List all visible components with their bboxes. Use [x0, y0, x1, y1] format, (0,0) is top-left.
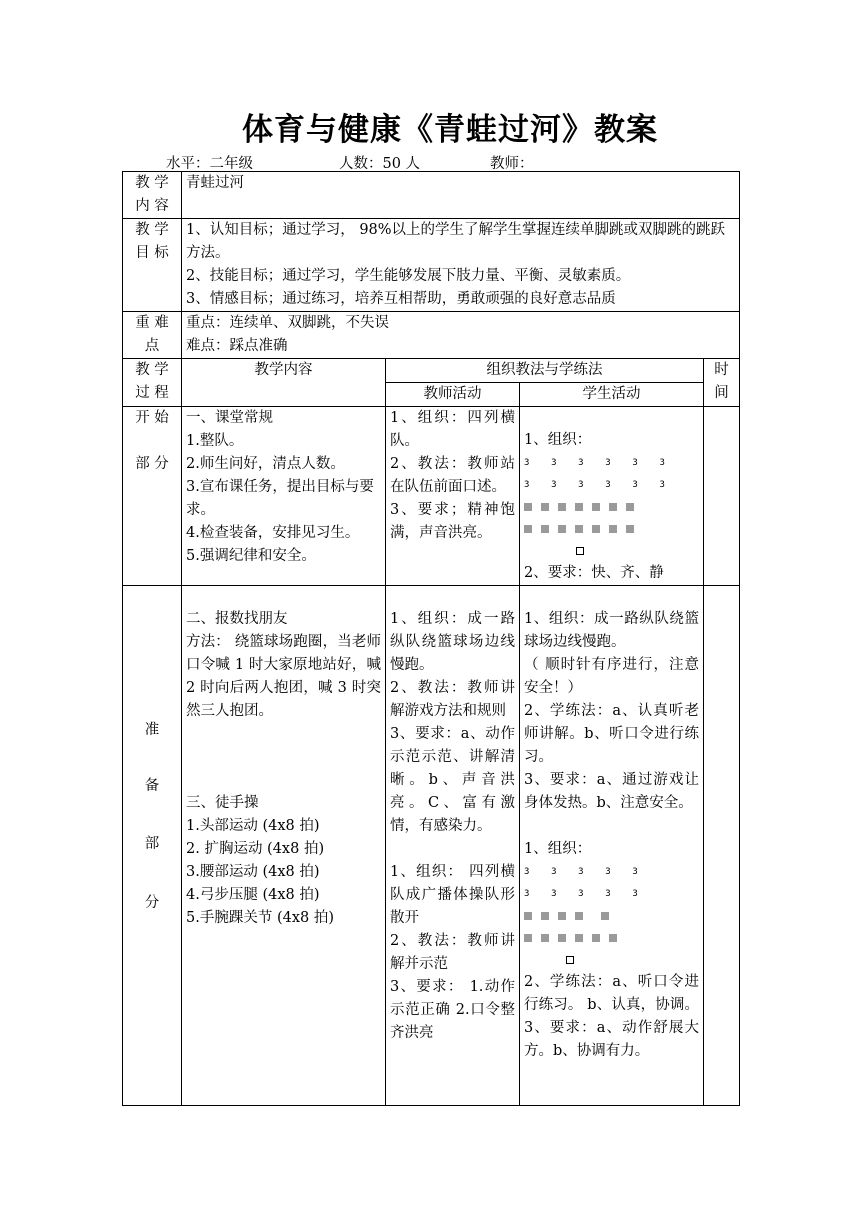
- goals-value: [182, 219, 740, 312]
- difficult-point: 难点：踩点准确: [186, 338, 288, 354]
- student-formation-row: [524, 496, 699, 518]
- document-title: 体育与健康《青蛙过河》教案: [242, 112, 658, 148]
- student-count: 人数：50 人: [339, 156, 421, 172]
- time-header: 时 间: [704, 359, 740, 407]
- key-points-value: [182, 312, 740, 359]
- content-row: [123, 172, 740, 219]
- student-org-label: 1、组织：: [524, 432, 592, 448]
- prep-student-activity: 1、组织：成一路纵队绕篮球场边线慢跑。 （ 顺时针有序进行，注意安全！） 2、学练法：a、认真听老师讲解。b、听口令进行练习。 3、要求：a、通过游戏让身体发热。b、注意安全。 1、组织： 3 3 3 3 3 3 3 3 3 3 2、学练法：a、听口令进行练习。 b、认真，协调。 3、要求：a、动作舒展大方。b、协调有力。: [520, 586, 704, 1106]
- student-formation-row: [524, 927, 699, 949]
- goal-skill: 2、技能目标；通过学习，学生能够发展下肢力量、平衡、灵敏素质。: [186, 268, 631, 284]
- goals-row: [123, 219, 740, 312]
- start-time: [704, 407, 740, 586]
- key-points-label: 重 难 点: [123, 312, 182, 359]
- header-row-1: [123, 359, 740, 383]
- student-formation-row: [524, 518, 699, 540]
- prep-section-label: 准 备 部 分: [123, 586, 182, 1106]
- lesson-plan-table: [122, 171, 740, 1106]
- student-activity-header: 学生活动: [520, 383, 704, 407]
- start-teacher-activity: 1、组织：四列横队。 2、教法：教师站在队伍前面口述。 3、要求；精神饱满，声音洪亮。: [386, 407, 520, 586]
- key-points-row: [123, 312, 740, 359]
- prep-time: [704, 586, 740, 1106]
- formation-row: 3 3 3 3 3 3: [524, 458, 665, 468]
- content-value: 青蛙过河: [182, 172, 740, 219]
- student-org-label: 1、组织：: [524, 841, 592, 857]
- teacher-activity-header: 教师活动: [386, 383, 520, 407]
- key-point: 重点：连续单、双脚跳，不失误: [186, 315, 389, 331]
- start-content: 一、课堂常规 1.整队。 2.师生问好，清点人数。 3.宣布课任务，提出目标与要求。 4.检查装备，安排见习生。 5.强调纪律和安全。: [182, 407, 386, 586]
- goals-label: 教 学 目 标: [123, 219, 182, 312]
- prep-teacher-activity: 1、组织：成一路纵队绕篮球场边线慢跑。 2、教法：教师讲解游戏方法和规则 3、要求：a、动作示范示范、讲解清晰。b、声音洪亮。C、富有激情，有感染力。 1、组织： 四列横队成广播体操队形散开 2、教法：教师讲解并示范 3、要求： 1.动作示范正确 2.口令整齐洪亮: [386, 586, 520, 1106]
- goal-cognitive: 1、认知目标；通过学习， 98%以上的学生了解学生掌握连续单脚跳或双脚跳的跳跃方法。: [186, 222, 726, 261]
- goal-emotion: 3、情感目标；通过练习，培养互相帮助，勇敢顽强的良好意志品质: [186, 291, 616, 307]
- teacher-position-icon: [524, 949, 699, 971]
- start-section-row: [123, 407, 740, 586]
- formation-row: 3 3 3 3 3 3: [524, 480, 665, 490]
- formation-row: 3 3 3 3 3: [524, 867, 638, 877]
- formation-row: 3 3 3 3 3: [524, 889, 638, 899]
- teacher-position-icon: [524, 540, 699, 562]
- teacher-label: 教师：: [490, 156, 534, 172]
- start-student-activity: [520, 407, 704, 586]
- content-header: 教学内容: [182, 359, 386, 407]
- student-requirement: 2、要求：快、齐、静: [524, 565, 664, 581]
- prep-section-row: [123, 586, 740, 1106]
- level-label: 水平：二年级: [166, 156, 253, 172]
- process-header: 教 学 过 程: [123, 359, 182, 407]
- start-section-label: 开 始 部 分: [123, 407, 182, 586]
- prep-content: 二、报数找朋友 方法： 绕篮球场跑圈，当老师口令喊 1 时大家原地站好，喊 2 时向后两人抱团，喊 3 时突然三人抱团。 三、徒手操 1.头部运动 (4x8 拍) 2. 扩胸运动 (4x8 拍) 3.腰部运动 (4x8 拍) 4.弓步压腿 (4x8 拍) 5.手腕踝关节 (4x8 拍): [182, 586, 386, 1106]
- student-formation-row: [524, 905, 699, 927]
- content-label: 教 学 内 容: [123, 172, 182, 219]
- org-header: 组织教法与学练法: [386, 359, 704, 383]
